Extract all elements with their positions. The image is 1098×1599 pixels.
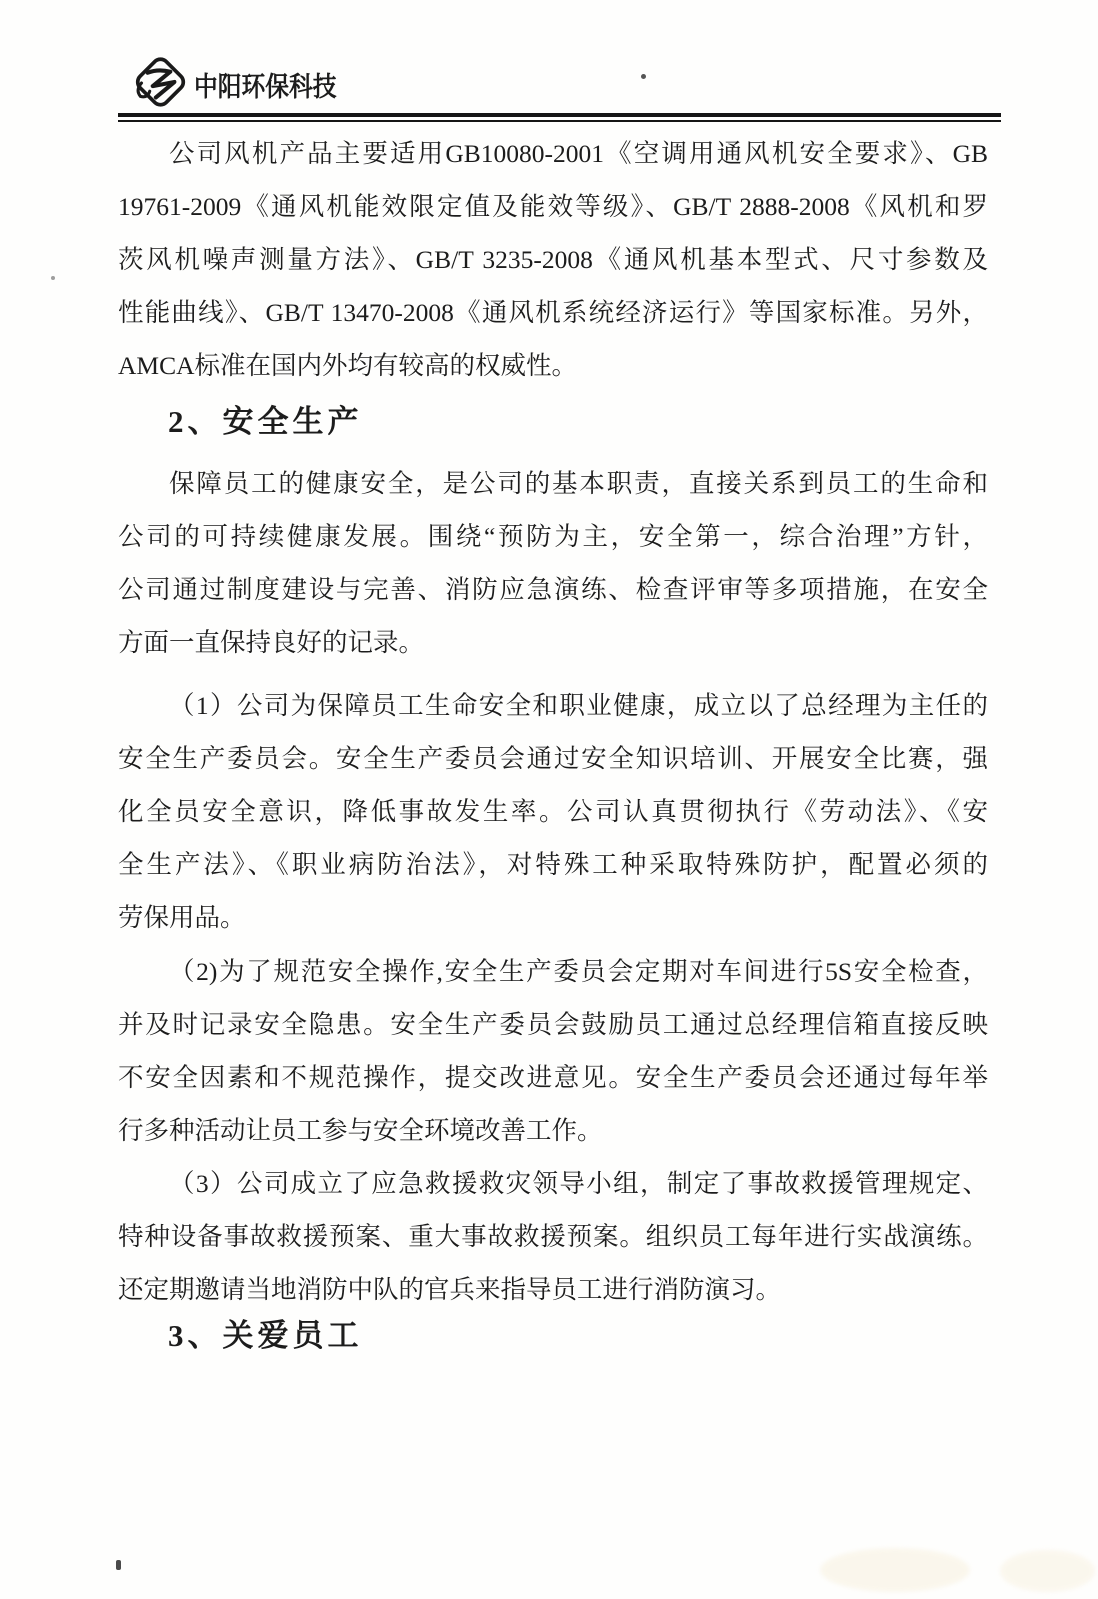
company-name: 中阳环保科技 [194,71,337,102]
body-paragraph [118,679,988,944]
text-line: 行多种活动让员工参与安全环境改善工作。 [118,1116,603,1145]
text-line: 保障员工的健康安全，是公司的基本职责，直接关系到员工的生命和 [169,469,988,498]
scan-speck [641,74,646,79]
scan-speck [51,276,55,280]
company-brand [124,52,356,112]
text-line: （1）公司为保障员工生命安全和职业健康，成立以了总经理为主任的 [169,691,988,720]
text-line: 公司风机产品主要适用GB10080-2001《空调用通风机安全要求》、GB [169,139,988,168]
text-line: 公司通过制度建设与完善、消防应急演练、检查评审等多项措施，在安全 [118,575,988,604]
body-paragraph [118,457,988,669]
text-line: 不安全因素和不规范操作，提交改进意见。安全生产委员会还通过每年举 [118,1063,988,1092]
body-paragraph [118,945,988,1157]
text-line: 方面一直保持良好的记录。 [118,628,425,657]
scan-speck [116,1560,121,1570]
text-line: 并及时记录安全隐患。安全生产委员会鼓励员工通过总经理信箱直接反映 [118,1010,988,1039]
text-line: 茨风机噪声测量方法》、GB/T 3235-2008《通风机基本型式、尺寸参数及 [118,245,988,274]
scan-smudge [1000,1550,1095,1592]
body-paragraph [118,1157,988,1316]
text-line: 全生产法》、《职业病防治法》，对特殊工种采取特殊防护，配置必须的 [118,850,988,879]
section-heading: 3、关爱员工 [168,1318,363,1353]
body-paragraph [118,127,988,392]
section-heading: 2、安全生产 [168,404,363,439]
text-line: 特种设备事故救援预案、重大事故救援预案。组织员工每年进行实战演练。 [118,1222,988,1251]
text-line: 安全生产委员会。安全生产委员会通过安全知识培训、开展安全比赛，强 [118,744,988,773]
text-line: 劳保用品。 [118,903,246,932]
company-logo-icon [124,52,196,112]
text-line: 性能曲线》、GB/T 13470-2008《通风机系统经济运行》等国家标准。另外， [118,298,988,327]
text-line: 公司的可持续健康发展。围绕“预防为主，安全第一，综合治理”方针， [118,522,988,551]
text-line: 还定期邀请当地消防中队的官兵来指导员工进行消防演习。 [118,1275,782,1304]
scan-smudge [820,1548,970,1592]
text-line: （2)为了规范安全操作,安全生产委员会定期对车间进行5S安全检查， [169,957,988,986]
text-line: 化全员安全意识，降低事故发生率。公司认真贯彻执行《劳动法》、《安 [118,797,988,826]
header-divider [118,113,1001,122]
text-line: （3）公司成立了应急救援救灾领导小组，制定了事故救援管理规定、 [169,1169,988,1198]
text-line: AMCA标准在国内外均有较高的权威性。 [118,351,578,380]
text-line: 19761-2009《通风机能效限定值及能效等级》、GB/T 2888-2008《风机和罗 [118,192,988,221]
